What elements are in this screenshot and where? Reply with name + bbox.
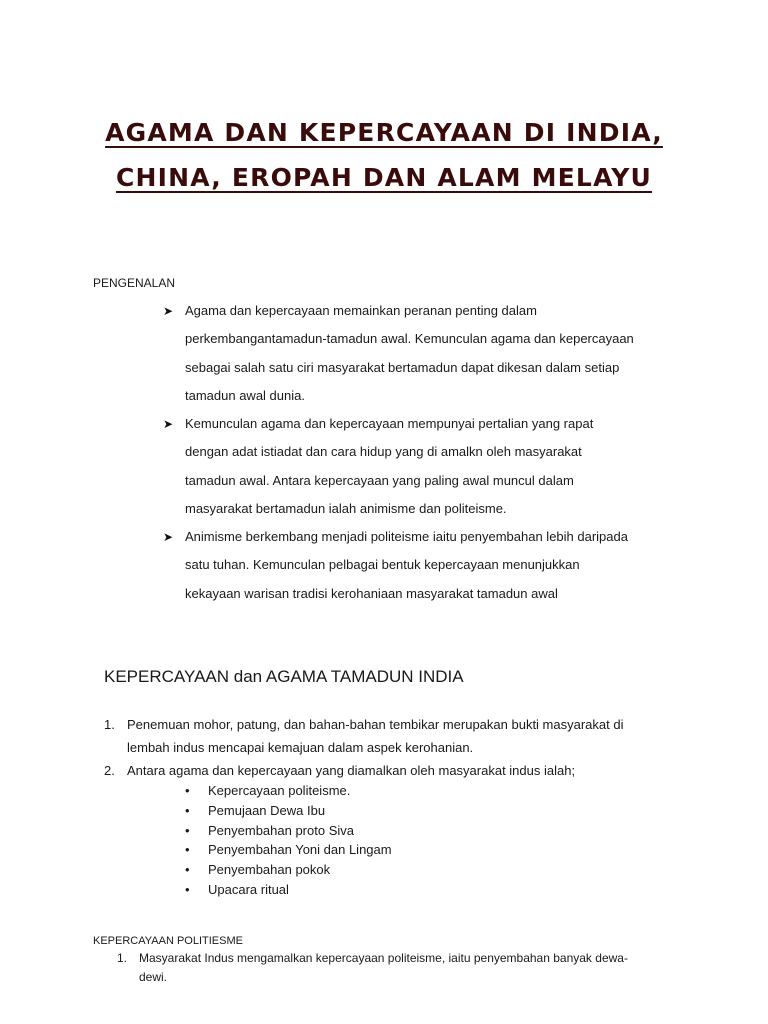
text-line: lembah indus mencapai kemajuan dalam aspek kerohanian. <box>127 740 474 755</box>
text-line: Masyarakat Indus mengamalkan kepercayaan politeisme, iaitu penyembahan banyak dewa- <box>139 951 628 965</box>
item-number: 1. <box>104 717 115 732</box>
text-line: dengan adat istiadat dan cara hidup yang di amalkn oleh masyarakat <box>185 444 582 460</box>
item-text <box>127 713 623 759</box>
text-line: tamadun awal dunia. <box>185 387 305 403</box>
bullet-dot-icon: • <box>185 862 190 878</box>
bullet-dot-icon: • <box>185 842 190 858</box>
bullet-dot-icon: • <box>185 881 190 897</box>
text-line: sebagai salah satu ciri masyarakat bertamadun dapat dikesan dalam setiap <box>185 359 620 375</box>
arrow-bullet-icon: ➤ <box>163 530 174 544</box>
text-line: kekayaan warisan tradisi kerohaniaan masyarakat tamadun awal <box>185 585 558 601</box>
bullet-dot-icon: • <box>185 783 190 798</box>
document-title-line-2: CHINA, EROPAH DAN ALAM MELAYU <box>115 163 653 192</box>
item-number: 2. <box>104 763 115 778</box>
politeisme-heading: KEPERCAYAAN POLITIESME <box>93 935 243 947</box>
text-line: Animisme berkembang menjadi politeisme iaitu penyembahan lebih daripada <box>185 529 628 544</box>
text-line: tamadun awal. Antara kepercayaan yang paling awal muncul dalam <box>185 472 574 488</box>
list-item-text: Penyembahan pokok <box>208 862 331 878</box>
list-item-text: Kepercayaan politeisme. <box>208 783 351 798</box>
list-item-text: Pemujaan Dewa Ibu <box>208 802 326 818</box>
india-section-heading: KEPERCAYAAN dan AGAMA TAMADUN INDIA <box>104 667 464 686</box>
item-number: 1. <box>117 951 128 965</box>
arrow-bullet-icon: ➤ <box>163 417 174 431</box>
intro-bullet-text <box>185 410 685 523</box>
text-line: Kemunculan agama dan kepercayaan mempunyai pertalian yang rapat <box>185 416 594 431</box>
text-line: Antara agama dan kepercayaan yang diamalkan oleh masyarakat indus ialah; <box>127 763 576 778</box>
text-line: Agama dan kepercayaan memainkan peranan penting dalam <box>185 303 537 318</box>
arrow-bullet-icon: ➤ <box>163 304 174 318</box>
list-item-text: Upacara ritual <box>208 881 289 897</box>
intro-bullet-text <box>185 297 685 410</box>
intro-bullet-text <box>185 523 685 608</box>
list-item-text: Penyembahan Yoni dan Lingam <box>208 842 392 858</box>
text-line: satu tuhan. Kemunculan pelbagai bentuk kepercayaan menunjukkan <box>185 557 580 573</box>
item-text <box>139 949 628 987</box>
list-item-text: Penyembahan proto Siva <box>208 822 354 838</box>
pengenalan-heading: PENGENALAN <box>93 276 176 290</box>
bullet-dot-icon: • <box>185 822 190 838</box>
bullet-dot-icon: • <box>185 802 190 818</box>
text-line: masyarakat bertamadun ialah animisme dan politeisme. <box>185 500 507 516</box>
document-title-line-1: AGAMA DAN KEPERCAYAAN DI INDIA, <box>105 118 663 147</box>
text-line: Penemuan mohor, patung, dan bahan-bahan tembikar merupakan bukti masyarakat di <box>127 717 624 732</box>
item-text <box>127 759 575 782</box>
text-line: perkembangantamadun-tamadun awal. Kemunculan agama dan kepercayaan <box>185 331 634 347</box>
text-line: dewi. <box>139 970 168 984</box>
